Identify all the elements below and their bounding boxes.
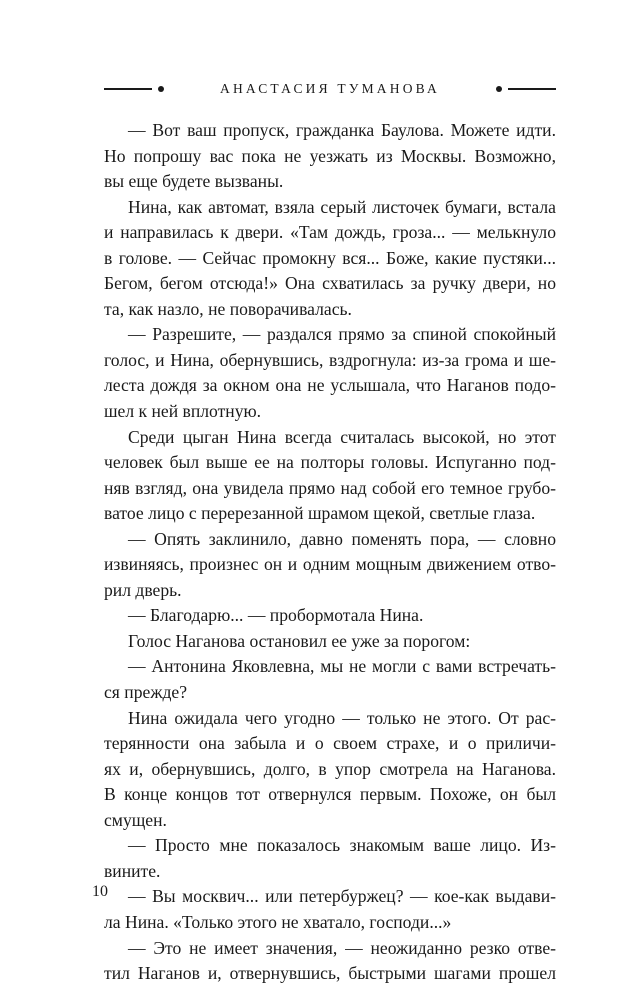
text-line: в голове. — Сейчас промокну вся... Боже, какие пустяки... [104, 247, 556, 268]
text-line: Но попрошу вас пока не уезжать из Москвы. Возможно, [104, 145, 556, 166]
text-line: Бегом, бегом отсюда!» Она схватилась за ручку двери, но [104, 273, 556, 294]
text-line: Нина ожидала чего угодно — только не этого. От рас- [128, 707, 556, 728]
text-line: — Антонина Яковлевна, мы не могли с вами встречать- [128, 656, 556, 677]
text-line: смущен. [104, 809, 167, 830]
text-line: — Просто мне показалось знакомым ваше лицо. Из- [128, 835, 556, 856]
text-line: — Благодарю... — пробормотала Нина. [128, 605, 424, 626]
running-title: АНАСТАСИЯ ТУМАНОВА [220, 81, 440, 96]
text-line: рил дверь. [104, 579, 182, 600]
text-line: извиняясь, произнес он и одним мощным движением отво- [104, 554, 556, 575]
text-line: голос, и Нина, обернувшись, вздрогнула: из-за грома и ше- [104, 349, 556, 370]
text-line: ся прежде? [104, 682, 188, 703]
text-line: тил Наганов и, отвернувшись, быстрыми шагами прошел [104, 963, 556, 984]
text-line: ла Нина. «Только этого не хватало, господи...» [104, 911, 452, 932]
header-rule-left [104, 88, 152, 90]
text-line: вините. [104, 860, 161, 881]
text-line: ватое лицо с перерезанной шрамом щекой, светлые глаза. [104, 503, 536, 524]
text-line: — Разрешите, — раздался прямо за спиной спокойный [128, 324, 556, 345]
header-dot-right [496, 86, 502, 92]
text-line: няв взгляд, она увидела прямо над собой его темное грубо- [104, 477, 556, 498]
header-ornament-right [496, 86, 556, 92]
text-line: В конце концов тот отвернулся первым. Похоже, он был [104, 784, 556, 805]
text-line: и направилась к двери. «Там дождь, гроза... — мелькнуло [104, 222, 556, 243]
body-text [104, 118, 556, 987]
header-dot-left [158, 86, 164, 92]
header-rule-right [508, 88, 556, 90]
text-line: вы еще будете вызваны. [104, 171, 284, 192]
text-line: — Опять заклинило, давно поменять пора, — словно [128, 528, 556, 549]
text-line: Нина, как автомат, взяла серый листочек бумаги, встала [128, 196, 556, 217]
text-line: — Вот ваш пропуск, гражданка Баулова. Можете идти. [128, 120, 556, 140]
text-line: терянности она забыла и о своем страхе, и о приличи- [104, 733, 556, 754]
text-line: человек был выше ее на полторы головы. Испуганно под- [104, 452, 556, 473]
text-line: — Вы москвич... или петербуржец? — кое-как выдави- [128, 886, 556, 907]
text-line: ях и, обернувшись, долго, в упор смотрела на Наганова. [104, 758, 556, 779]
running-header [104, 76, 556, 102]
page-number: 10 [92, 883, 108, 900]
text-line: та, как назло, не поворачивалась. [104, 298, 352, 319]
header-ornament-left [104, 86, 164, 92]
text-line: — Это не имеет значения, — неожиданно резко отве- [128, 937, 556, 958]
text-line: Голос Наганова остановил ее уже за порогом: [128, 630, 471, 651]
text-line: шел к ней вплотную. [104, 401, 262, 422]
text-line: леста дождя за окном она не услышала, что Наганов подо- [104, 375, 556, 396]
text-line: Среди цыган Нина всегда считалась высокой, но этот [128, 426, 556, 447]
